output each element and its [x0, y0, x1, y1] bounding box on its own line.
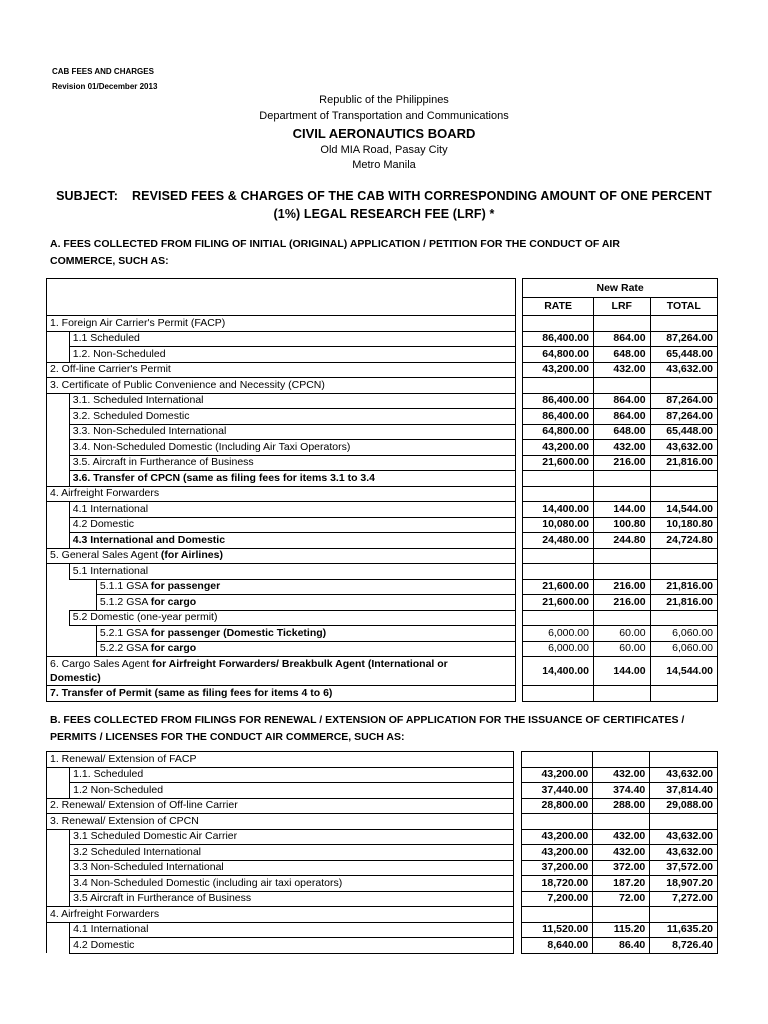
lrf-value: [593, 564, 650, 580]
table-row: [47, 455, 718, 471]
table-row: [47, 922, 718, 938]
total-value: 37,814.40: [650, 783, 718, 799]
total-value: [650, 471, 717, 487]
row-label: 4. Airfreight Forwarders: [47, 907, 514, 923]
lrf-value: 60.00: [593, 626, 650, 642]
row-label: 3.4 Non-Scheduled Domestic (including air taxi operators): [70, 876, 514, 892]
total-value: [650, 564, 717, 580]
row-label: 3.2 Scheduled International: [70, 845, 514, 861]
indent-cell: [69, 595, 96, 611]
row-label: 4.2 Domestic: [70, 938, 514, 954]
indent-cell: [47, 409, 70, 425]
lrf-value: 100.80: [593, 517, 650, 533]
rate-value: 24,480.00: [523, 533, 594, 549]
row-label: [96, 641, 515, 657]
lrf-value: 144.00: [593, 502, 650, 518]
lrf-value: 244.80: [593, 533, 650, 549]
rate-column-header: RATE: [523, 298, 594, 316]
row-label-continuation: Domestic): [50, 672, 101, 684]
row-label: 1.1. Scheduled: [70, 767, 514, 783]
table-row: [47, 517, 718, 533]
row-label: 4.1 International: [69, 502, 515, 518]
total-value: [650, 316, 717, 332]
column-gap: [515, 502, 523, 518]
indent-cell: [47, 579, 70, 595]
lrf-value: [593, 814, 650, 830]
rate-value: 64,800.00: [523, 347, 594, 363]
rate-value: 21,600.00: [523, 455, 594, 471]
address-line-1: Old MIA Road, Pasay City: [320, 144, 448, 156]
lrf-value: 60.00: [593, 641, 650, 657]
indent-cell: [47, 595, 70, 611]
column-gap: [515, 610, 523, 626]
table-row: [47, 783, 718, 799]
rate-value: [523, 686, 594, 702]
indent-cell: [47, 860, 70, 876]
section-b-fee-table: [46, 751, 718, 954]
lrf-value: [593, 907, 650, 923]
rate-value: [523, 610, 594, 626]
rate-value: [522, 814, 593, 830]
row-label: 5.1 International: [69, 564, 515, 580]
column-gap: [514, 829, 522, 845]
lrf-value: [593, 316, 650, 332]
table-row: [47, 907, 718, 923]
indent-cell: [47, 331, 70, 347]
subject-line-1: [0, 189, 768, 203]
total-value: 43,632.00: [650, 362, 717, 378]
lrf-value: 372.00: [593, 860, 650, 876]
lrf-value: [593, 378, 650, 394]
rate-value: 43,200.00: [522, 767, 593, 783]
rate-value: 64,800.00: [523, 424, 594, 440]
lrf-value: 432.00: [593, 440, 650, 456]
row-label: 1.1 Scheduled: [69, 331, 515, 347]
column-gap: [514, 845, 522, 861]
row-label: 1. Renewal/ Extension of FACP: [47, 752, 514, 768]
rate-value: [523, 548, 594, 564]
rate-value: 14,400.00: [523, 502, 594, 518]
indent-cell: [47, 393, 70, 409]
row-label-text: 6. Cargo Sales Agent: [50, 658, 153, 670]
row-label: 3.1. Scheduled International: [69, 393, 515, 409]
row-label: 3.5. Aircraft in Furtherance of Business: [69, 455, 515, 471]
table-row: [47, 860, 718, 876]
row-label: 1.2. Non-Scheduled: [69, 347, 515, 363]
column-gap: [515, 564, 523, 580]
row-label-emphasis: for cargo: [150, 595, 197, 608]
indent-cell: [47, 517, 70, 533]
table-row: [47, 626, 718, 642]
section-a-heading-line-1: A. FEES COLLECTED FROM FILING OF INITIAL (ORIGINAL) APPLICATION / PETITION FOR THE CONDUCT OF AIR: [50, 238, 620, 250]
column-gap: [515, 331, 523, 347]
indent-cell: [47, 767, 70, 783]
total-value: 24,724.80: [650, 533, 717, 549]
rate-value: 37,200.00: [522, 860, 593, 876]
lrf-value: [593, 610, 650, 626]
table-row: [47, 814, 718, 830]
table-row: [47, 657, 718, 686]
indent-cell: [69, 579, 96, 595]
total-value: 8,726.40: [650, 938, 718, 954]
column-gap: [515, 595, 523, 611]
section-b-table-body: [47, 752, 718, 954]
row-label: 3.4. Non-Scheduled Domestic (Including Air Taxi Operators): [69, 440, 515, 456]
row-label: 3. Renewal/ Extension of CPCN: [47, 814, 514, 830]
lrf-value: 115.20: [593, 922, 650, 938]
indent-cell: [69, 641, 96, 657]
row-label: 4. Airfreight Forwarders: [47, 486, 516, 502]
column-gap: [514, 907, 522, 923]
section-b-heading: [50, 712, 730, 746]
lrf-value: 864.00: [593, 393, 650, 409]
rate-value: 8,640.00: [522, 938, 593, 954]
total-value: 65,448.00: [650, 347, 717, 363]
lrf-value: [593, 752, 650, 768]
indent-cell: [47, 641, 70, 657]
indent-cell: [47, 347, 70, 363]
table-row: [47, 362, 718, 378]
indent-cell: [47, 502, 70, 518]
row-label: 3.1 Scheduled Domestic Air Carrier: [70, 829, 514, 845]
row-label: [96, 595, 515, 611]
column-gap: [515, 393, 523, 409]
total-value: 7,272.00: [650, 891, 718, 907]
total-value: 18,907.20: [650, 876, 718, 892]
table-row: [47, 767, 718, 783]
indent-cell: [47, 440, 70, 456]
indent-cell: [47, 533, 70, 549]
row-label-text: 5.1.1 GSA: [99, 580, 151, 593]
section-b-heading-line-2: PERMITS / LICENSES FOR THE CONDUCT AIR COMMERCE, SUCH AS:: [50, 731, 405, 743]
column-gap: [515, 378, 523, 394]
column-gap: [515, 347, 523, 363]
table-row: [47, 393, 718, 409]
rate-value: 11,520.00: [522, 922, 593, 938]
rate-value: [523, 378, 594, 394]
table-column-header-row: [47, 298, 718, 316]
column-gap: [515, 626, 523, 642]
row-label-emphasis: (for Airlines): [160, 549, 223, 562]
total-value: [650, 548, 717, 564]
lrf-value: 216.00: [593, 579, 650, 595]
total-value: 29,088.00: [650, 798, 718, 814]
row-label: 2. Off-line Carrier's Permit: [47, 362, 516, 378]
rate-value: 21,600.00: [523, 595, 594, 611]
lrf-value: [593, 686, 650, 702]
rate-value: [522, 907, 593, 923]
lrf-value: 864.00: [593, 409, 650, 425]
total-value: [650, 486, 717, 502]
row-label: 5.2 Domestic (one-year permit): [69, 610, 515, 626]
rate-value: 28,800.00: [522, 798, 593, 814]
row-label-text: 5.1.2 GSA: [99, 595, 151, 608]
lrf-value: 648.00: [593, 424, 650, 440]
total-value: 43,632.00: [650, 440, 717, 456]
total-value: 6,060.00: [650, 626, 717, 642]
rate-value: [522, 752, 593, 768]
rate-value: 18,720.00: [522, 876, 593, 892]
indent-cell: [47, 564, 70, 580]
indent-cell: [47, 845, 70, 861]
row-label-emphasis: for passenger (Domestic Ticketing): [150, 626, 327, 639]
table-row: [47, 595, 718, 611]
table-row: [47, 641, 718, 657]
header-code: CAB FEES AND CHARGES: [52, 67, 154, 76]
total-value: 43,632.00: [650, 767, 718, 783]
republic-line: Republic of the Philippines: [319, 94, 449, 106]
column-gap: [515, 686, 523, 702]
table-row: [47, 347, 718, 363]
indent-cell: [47, 626, 70, 642]
table-row: [47, 533, 718, 549]
section-a-heading: [50, 236, 730, 270]
total-value: [650, 378, 717, 394]
row-label: 7. Transfer of Permit (same as filing fees for items 4 to 6): [47, 686, 516, 702]
table-row: [47, 686, 718, 702]
address-line-2: Metro Manila: [352, 159, 416, 171]
lrf-value: [593, 471, 650, 487]
column-gap: [514, 876, 522, 892]
table-row: [47, 798, 718, 814]
column-gap: [515, 409, 523, 425]
row-label-text: 5.2.2 GSA: [99, 642, 151, 655]
column-gap: [514, 814, 522, 830]
new-rate-header: New Rate: [523, 279, 718, 298]
rate-value: [523, 316, 594, 332]
total-value: 87,264.00: [650, 409, 717, 425]
column-gap: [515, 533, 523, 549]
row-label: 3.3 Non-Scheduled International: [70, 860, 514, 876]
row-label-emphasis: for Airfreight Forwarders/ Breakbulk Agent (International or: [152, 658, 448, 670]
table-header-row: [47, 279, 718, 298]
table-row: [47, 938, 718, 954]
rate-value: 7,200.00: [522, 891, 593, 907]
total-value: 43,632.00: [650, 829, 718, 845]
row-label: 3.2. Scheduled Domestic: [69, 409, 515, 425]
column-gap: [514, 783, 522, 799]
total-value: 6,060.00: [650, 641, 717, 657]
total-value: [650, 907, 718, 923]
column-gap: [515, 657, 523, 686]
indent-cell: [47, 922, 70, 938]
table-row: [47, 876, 718, 892]
lrf-value: 216.00: [593, 455, 650, 471]
lrf-value: 216.00: [593, 595, 650, 611]
section-a-table-body: [47, 279, 718, 702]
table-row: [47, 502, 718, 518]
column-gap: [515, 424, 523, 440]
department-line: Department of Transportation and Communications: [259, 110, 509, 122]
board-name: CIVIL AERONAUTICS BOARD: [292, 126, 476, 141]
row-label-text: 5.2.1 GSA: [99, 626, 151, 639]
lrf-value: 864.00: [593, 331, 650, 347]
section-a-fee-table: [46, 278, 718, 702]
total-value: 14,544.00: [650, 502, 717, 518]
column-gap: [515, 517, 523, 533]
rate-value: 86,400.00: [523, 331, 594, 347]
table-row: [47, 331, 718, 347]
total-column-header: TOTAL: [650, 298, 717, 316]
table-row: [47, 610, 718, 626]
row-label: 4.1 International: [70, 922, 514, 938]
rate-value: 43,200.00: [523, 362, 594, 378]
column-gap: [514, 767, 522, 783]
column-gap: [514, 860, 522, 876]
section-b-heading-line-1: B. FEES COLLECTED FROM FILINGS FOR RENEWAL / EXTENSION OF APPLICATION FOR THE ISSUANCE OF CERTIFICATES /: [50, 714, 685, 726]
lrf-value: [593, 548, 650, 564]
subject-line-2: (1%) LEGAL RESEARCH FEE (LRF) *: [273, 207, 495, 221]
section-a-heading-line-2: COMMERCE, SUCH AS:: [50, 255, 169, 267]
total-value: [650, 610, 717, 626]
table-row: [47, 564, 718, 580]
column-gap: [514, 938, 522, 954]
rate-value: 21,600.00: [523, 579, 594, 595]
indent-cell: [47, 424, 70, 440]
column-gap: [515, 455, 523, 471]
total-value: 87,264.00: [650, 331, 717, 347]
total-value: 11,635.20: [650, 922, 718, 938]
column-gap: [514, 798, 522, 814]
lrf-value: 144.00: [593, 657, 650, 686]
column-gap: [515, 548, 523, 564]
rate-value: 43,200.00: [522, 829, 593, 845]
lrf-value: 374.40: [593, 783, 650, 799]
indent-cell: [47, 876, 70, 892]
revision-label: Revision 01/December 2013: [52, 82, 158, 91]
table-row: [47, 829, 718, 845]
row-label: 4.3 International and Domestic: [69, 533, 515, 549]
lrf-value: 288.00: [593, 798, 650, 814]
lrf-column-header: LRF: [593, 298, 650, 316]
row-label-emphasis: for cargo: [150, 642, 197, 655]
row-label: [47, 548, 516, 564]
total-value: 21,816.00: [650, 595, 717, 611]
rate-value: 6,000.00: [523, 626, 594, 642]
lrf-value: 72.00: [593, 891, 650, 907]
lrf-value: 432.00: [593, 845, 650, 861]
row-label: 3.6. Transfer of CPCN (same as filing fees for items 3.1 to 3.4: [69, 471, 515, 487]
total-value: [650, 752, 718, 768]
total-value: 43,632.00: [650, 845, 718, 861]
row-label: 3. Certificate of Public Convenience and Necessity (CPCN): [47, 378, 516, 394]
row-label: 1.2 Non-Scheduled: [70, 783, 514, 799]
table-row: [47, 579, 718, 595]
lrf-value: 432.00: [593, 829, 650, 845]
table-row: [47, 316, 718, 332]
column-gap: [515, 486, 523, 502]
row-label: [47, 657, 516, 686]
table-row: [47, 891, 718, 907]
row-label-text: 5. General Sales Agent: [50, 549, 161, 562]
rate-value: [523, 471, 594, 487]
subject-text-1: REVISED FEES & CHARGES OF THE CAB WITH CORRESPONDING AMOUNT OF ONE PERCENT: [132, 189, 712, 203]
lrf-value: 432.00: [593, 767, 650, 783]
rate-value: 14,400.00: [523, 657, 594, 686]
rate-value: [523, 564, 594, 580]
row-label: 3.5 Aircraft in Furtherance of Business: [70, 891, 514, 907]
table-row: [47, 486, 718, 502]
row-label-emphasis: for passenger: [150, 580, 221, 593]
lrf-value: 648.00: [593, 347, 650, 363]
indent-cell: [69, 626, 96, 642]
total-value: [650, 686, 717, 702]
table-row: [47, 548, 718, 564]
rate-value: 37,440.00: [522, 783, 593, 799]
rate-value: 10,080.00: [523, 517, 594, 533]
column-gap: [515, 471, 523, 487]
column-gap: [515, 579, 523, 595]
indent-cell: [47, 938, 70, 954]
column-gap: [515, 316, 523, 332]
lrf-value: [593, 486, 650, 502]
indent-cell: [47, 471, 70, 487]
table-row: [47, 845, 718, 861]
row-label: [96, 626, 515, 642]
table-row: [47, 409, 718, 425]
table-row: [47, 471, 718, 487]
indent-cell: [47, 829, 70, 845]
total-value: 37,572.00: [650, 860, 718, 876]
total-value: 21,816.00: [650, 455, 717, 471]
rate-value: 86,400.00: [523, 409, 594, 425]
indent-cell: [47, 783, 70, 799]
column-gap: [514, 752, 522, 768]
total-value: 14,544.00: [650, 657, 717, 686]
rate-value: 43,200.00: [523, 440, 594, 456]
indent-cell: [47, 610, 70, 626]
row-label: 4.2 Domestic: [69, 517, 515, 533]
column-gap: [515, 362, 523, 378]
lrf-value: 187.20: [593, 876, 650, 892]
column-gap: [514, 891, 522, 907]
table-row: [47, 424, 718, 440]
rate-value: 43,200.00: [522, 845, 593, 861]
table-row: [47, 752, 718, 768]
lrf-value: 86.40: [593, 938, 650, 954]
subject-label: SUBJECT:: [56, 189, 119, 203]
row-label: 2. Renewal/ Extension of Off-line Carrier: [47, 798, 514, 814]
rate-value: 6,000.00: [523, 641, 594, 657]
row-label: 3.3. Non-Scheduled International: [69, 424, 515, 440]
row-label: 1. Foreign Air Carrier's Permit (FACP): [47, 316, 516, 332]
total-value: 21,816.00: [650, 579, 717, 595]
column-gap: [514, 922, 522, 938]
row-label: [96, 579, 515, 595]
indent-cell: [47, 891, 70, 907]
column-gap: [515, 440, 523, 456]
lrf-value: 432.00: [593, 362, 650, 378]
column-gap: [515, 641, 523, 657]
indent-cell: [47, 455, 70, 471]
table-row: [47, 440, 718, 456]
total-value: [650, 814, 718, 830]
rate-value: 86,400.00: [523, 393, 594, 409]
total-value: 65,448.00: [650, 424, 717, 440]
rate-value: [523, 486, 594, 502]
table-row: [47, 378, 718, 394]
total-value: 87,264.00: [650, 393, 717, 409]
total-value: 10,180.80: [650, 517, 717, 533]
